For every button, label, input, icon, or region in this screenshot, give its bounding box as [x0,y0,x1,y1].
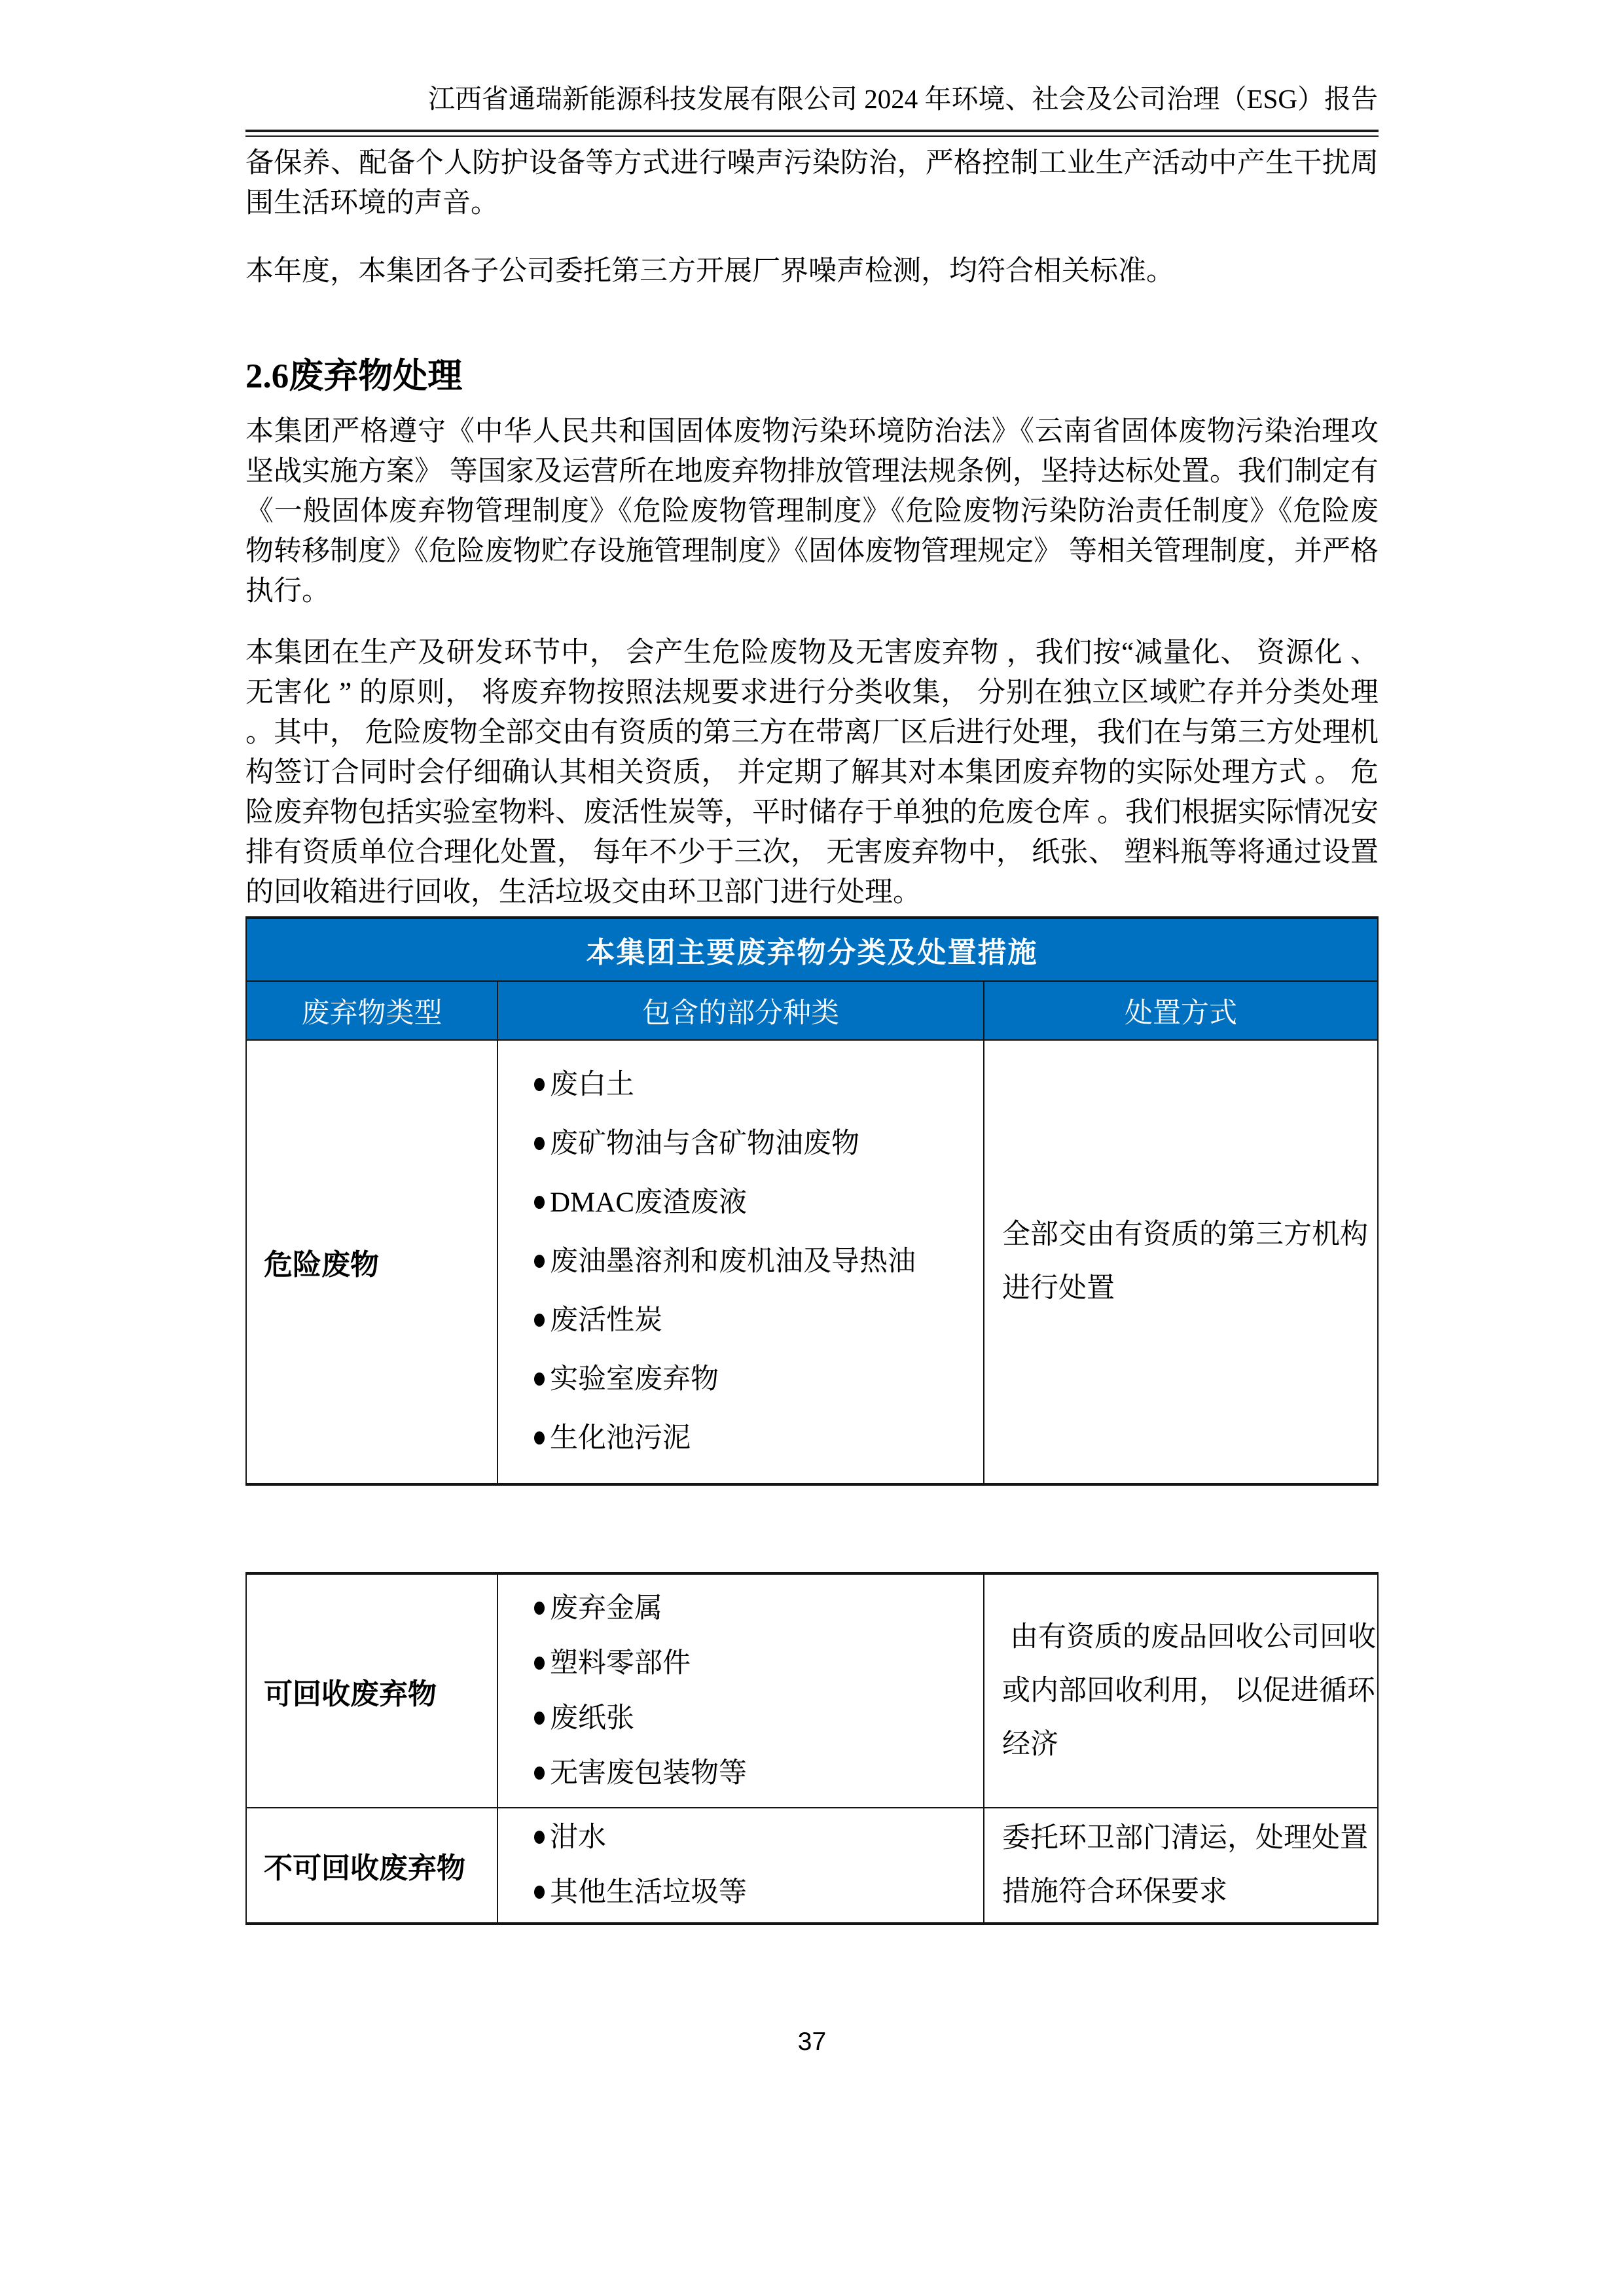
disposal-cell [984,1575,1377,1807]
disposal-cell [984,1041,1377,1483]
waste-table-title-row [247,919,1377,980]
waste-item: 废活性炭 [534,1301,971,1340]
waste-type-cell: 不可回收废弃物 [247,1808,498,1922]
waste-type-cell: 可回收废弃物 [247,1575,498,1807]
waste-item: DMAC废渣废液 [534,1183,971,1223]
waste-table-title: 本集团主要废弃物分类及处置措施 [586,937,1038,969]
column-header-disposal-method: 处置方式 [1125,997,1237,1029]
column-header-included-kinds: 包含的部分种类 [498,982,984,1039]
waste-item: 废矿物油与含矿物油废物 [534,1124,971,1164]
page-number: 37 [797,2028,827,2056]
table-row-non-recyclable-waste [247,1807,1377,1922]
waste-type-cell: 危险废物 [247,1041,498,1483]
running-header-title: 江西省通瑞新能源科技发展有限公司 2024 年环境、社会及公司治理（ESG）报告 [428,84,1378,114]
section-heading: 2.6废弃物处理 [245,357,463,395]
table-row-hazardous-waste [247,1039,1377,1483]
header-double-rule [245,130,1379,137]
table-row-recyclable-waste [247,1575,1377,1807]
disposal-text: 由有资质的废品回收公司回收或内部回收利用， 以促进循环经济 [1002,1621,1376,1760]
waste-item: 其他生活垃圾等 [534,1873,971,1912]
waste-item: 塑料零部件 [534,1644,971,1683]
waste-item: 无害废包装物等 [534,1754,971,1793]
waste-table-header-row [247,980,1377,1039]
disposal-text: 全部交由有资质的第三方机构进行处置 [1002,1219,1368,1304]
waste-items-cell [498,1041,984,1483]
waste-table-secondary [245,1572,1379,1925]
waste-items-cell [498,1808,984,1922]
waste-item: 废白土 [534,1066,971,1105]
paragraph-noise-continuation: 备保养、配备个人防护设备等方式进行噪声污染防治，严格控制工业生产活动中产生干扰周围生活环境的声音。 [245,148,1379,219]
waste-item: 废纸张 [534,1699,971,1738]
waste-item: 废弃金属 [534,1589,971,1628]
paragraph-waste-management: 本集团在生产及研发环节中， 会产生危险废物及无害废弃物 ，我们按“减量化、 资源化 、无害化 ” 的原则， 将废弃物按照法规要求进行分类收集， 分别在独立区域贮存并分类处理 。其中， 危险废物全部交由有资质的第三方在带离厂区后进行处理，我们在与第三方处理机构签订合同时会仔细确认其相关资质， 并定期了解其对本集团废弃物的实际处理方式 。 危险废弃物包括实验室物料、废活性炭等，平时储存于单独的危废仓库 。我们根据实际情况安排有资质单位合理化处置， 每年不少于三次， 无害废弃物中， 纸张、 塑料瓶等将通过设置的回收箱进行回收，生活垃圾交由环卫部门进行处理。 [245,637,1379,908]
paragraph-waste-compliance: 本集团严格遵守《中华人民共和国固体废物污染环境防治法》《云南省固体废物污染治理攻坚战实施方案》 等国家及运营所在地废弃物排放管理法规条例，坚持达标处置。我们制定有《一般固体废弃物管理制度》《危险废物管理制度》《危险废物污染防治责任制度》《危险废物转移制度》《危险废物贮存设施管理制度》《固体废物管理规定》 等相关管理制度，并严格执行。 [245,416,1379,607]
waste-item: 泔水 [534,1818,971,1857]
waste-table-main [245,916,1379,1486]
disposal-text: 委托环卫部门清运，处理处置措施符合环保要求 [1002,1823,1368,1907]
paragraph-noise-testing: 本年度，本集团各子公司委托第三方开展厂界噪声检测，均符合相关标准。 [245,256,1174,287]
waste-item: 生化池污泥 [534,1419,971,1458]
waste-items-cell [498,1575,984,1807]
waste-item: 废油墨溶剂和废机油及导热油 [534,1242,971,1282]
column-header-waste-type: 废弃物类型 [247,982,498,1039]
disposal-cell [984,1808,1377,1922]
waste-item: 实验室废弃物 [534,1360,971,1399]
